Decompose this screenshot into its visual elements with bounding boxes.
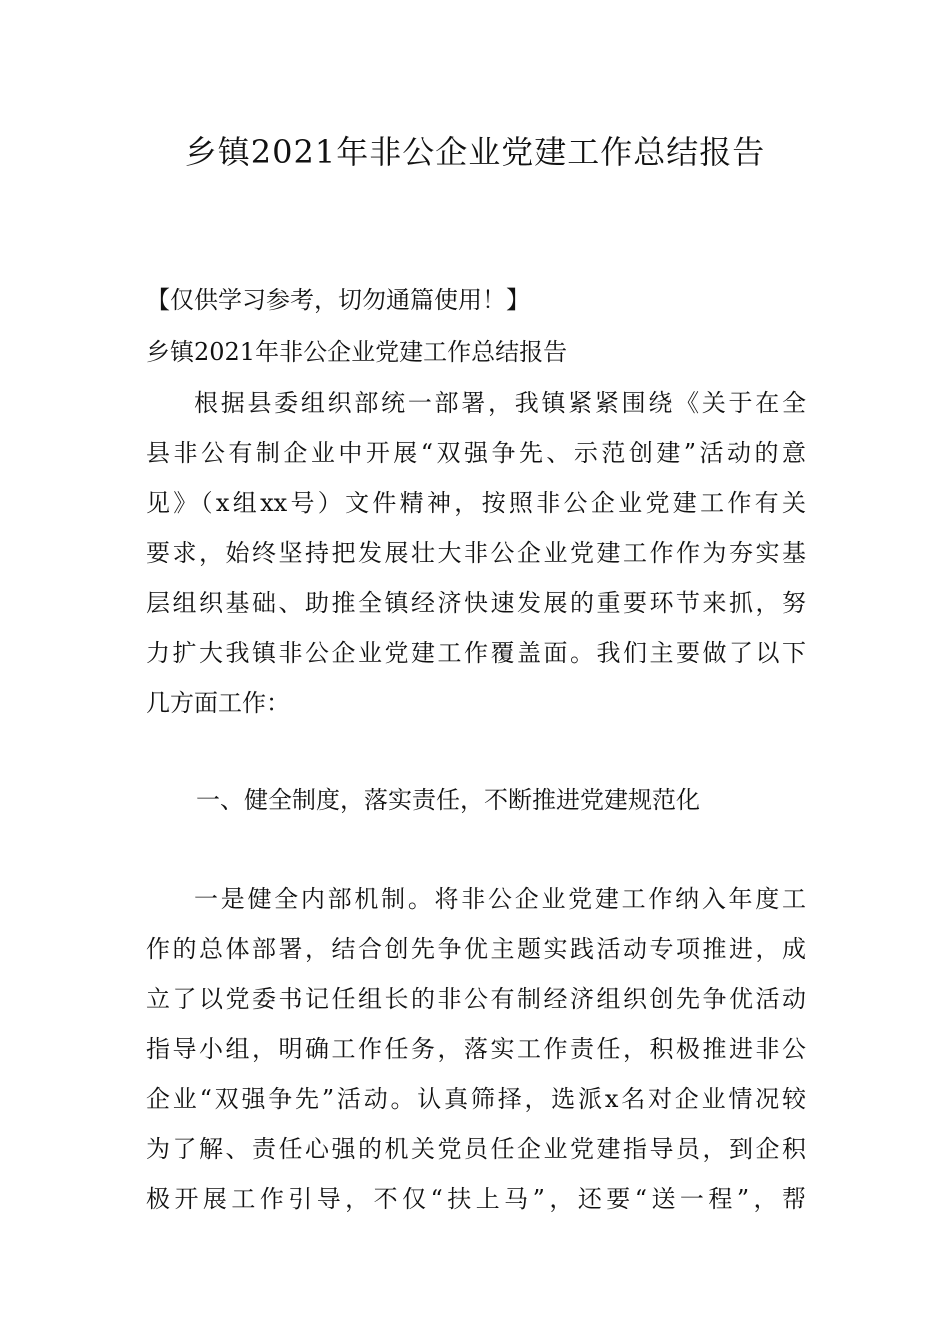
section-line: 极开展工作引导，不仅“扶上马”，还要“送一程”，帮 [146, 1185, 806, 1213]
document-title: 乡镇2021年非公企业党建工作总结报告 [184, 133, 766, 171]
section-line: 立了以党委书记任组长的非公有制经济组织创先争优活动 [146, 985, 806, 1013]
section-line: 作的总体部署，结合创先争优主题实践活动专项推进，成 [146, 935, 806, 963]
section-line: 一是健全内部机制。将非公企业党建工作纳入年度工 [194, 885, 806, 913]
intro-line: 见》（x组xx号）文件精神，按照非公企业党建工作有关 [146, 489, 806, 517]
intro-line: 层组织基础、助推全镇经济快速发展的重要环节来抓，努 [146, 589, 806, 617]
intro-line: 几方面工作： [146, 689, 290, 717]
section-line: 为了解、责任心强的机关党员任企业党建指导员，到企积 [146, 1135, 806, 1163]
intro-line: 力扩大我镇非公企业党建工作覆盖面。我们主要做了以下 [146, 639, 806, 667]
document-subtitle: 乡镇2021年非公企业党建工作总结报告 [146, 338, 568, 366]
intro-line: 县非公有制企业中开展“双强争先、示范创建”活动的意 [146, 439, 806, 467]
section-heading: 一、健全制度，落实责任，不断推进党建规范化 [196, 786, 700, 814]
intro-line: 根据县委组织部统一部署，我镇紧紧围绕《关于在全 [194, 389, 806, 417]
section-line: 企业“双强争先”活动。认真筛择，选派x名对企业情况较 [146, 1085, 806, 1113]
usage-notice: 【仅供学习参考，切勿通篇使用！】 [146, 286, 530, 314]
intro-line: 要求，始终坚持把发展壮大非公企业党建工作作为夯实基 [146, 539, 806, 567]
section-line: 指导小组，明确工作任务，落实工作责任，积极推进非公 [146, 1035, 806, 1063]
